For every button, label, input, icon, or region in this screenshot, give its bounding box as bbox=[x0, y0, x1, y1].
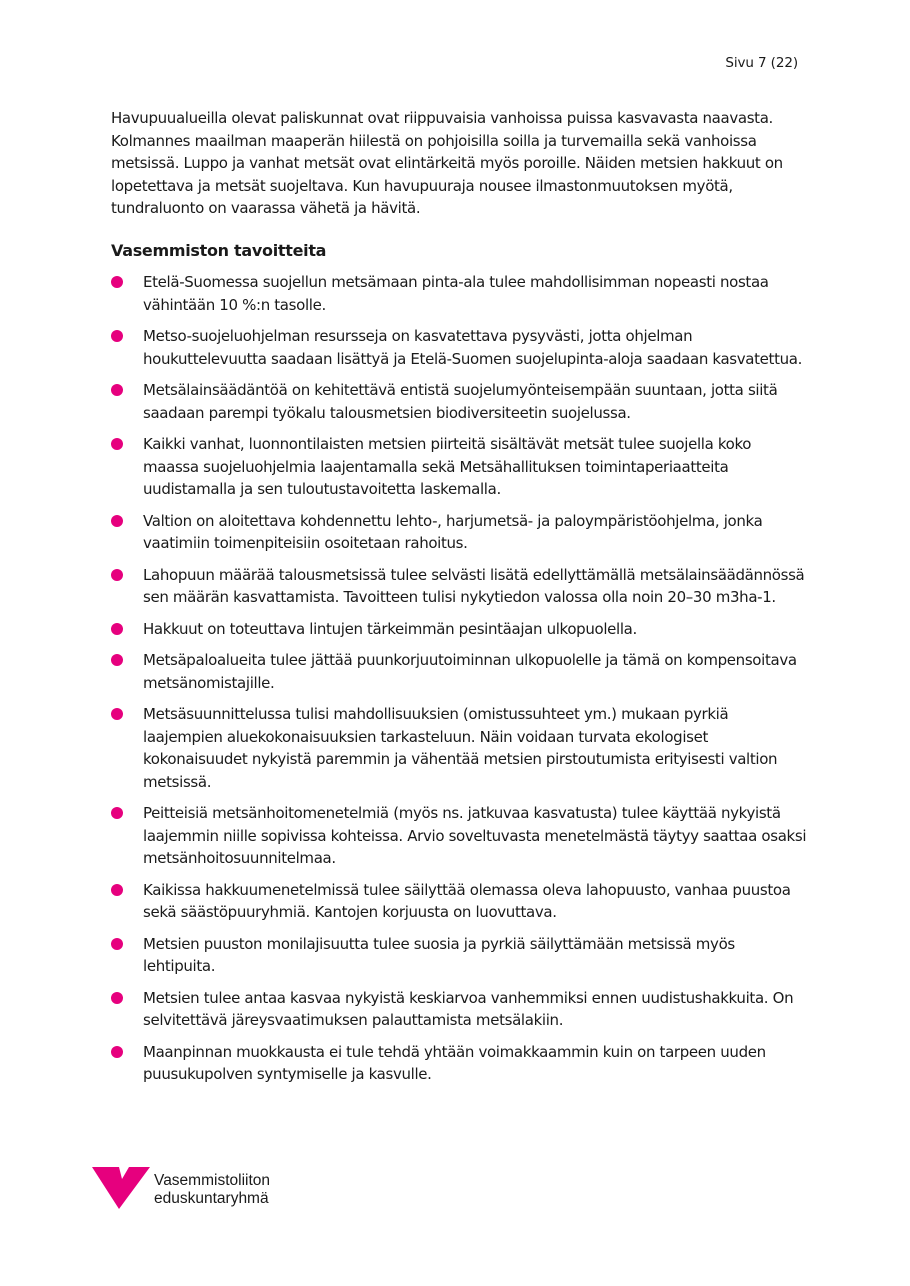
bullet-icon bbox=[111, 384, 123, 396]
bullet-icon bbox=[111, 276, 123, 288]
goal-text: Metsien tulee antaa kasvaa nykyistä keskiarvoa vanhemmiksi ennen uudistushakkuita. On selvitettävä järeysvaatimuksen palauttamista metsälakiin. bbox=[143, 988, 794, 1029]
section-heading: Vasemmiston tavoitteita bbox=[111, 241, 327, 260]
goal-text: Kaikissa hakkuumenetelmissä tulee säilyttää olemassa oleva lahopuusto, vanhaa puustoa sekä säästöpuuryhmiä. Kantojen korjuusta on luovuttava. bbox=[143, 880, 791, 921]
list-item bbox=[111, 1041, 811, 1086]
goal-text: Maanpinnan muokkausta ei tule tehdä yhtään voimakkaammin kuin on tarpeen uuden puusukupolven syntymiselle ja kasvulle. bbox=[143, 1042, 766, 1083]
org-name-line2: eduskuntaryhmä bbox=[154, 1190, 269, 1207]
bullet-icon bbox=[111, 1046, 123, 1058]
goal-text: Hakkuut on toteuttava lintujen tärkeimmän pesintäajan ulkopuolella. bbox=[143, 619, 637, 638]
page-number: Sivu 7 (22) bbox=[725, 55, 798, 71]
list-item bbox=[111, 703, 811, 793]
goal-text: Etelä-Suomessa suojellun metsämaan pinta-ala tulee mahdollisimman nopeasti nostaa vähintään 10 %:n tasolle. bbox=[143, 273, 769, 314]
bullet-icon bbox=[111, 330, 123, 342]
bullet-icon bbox=[111, 992, 123, 1004]
bullet-icon bbox=[111, 623, 123, 635]
list-item bbox=[111, 271, 811, 316]
org-name-line1: Vasemmistoliiton bbox=[154, 1172, 271, 1189]
goal-text: Metsäpaloalueita tulee jättää puunkorjuutoiminnan ulkopuolelle ja tämä on kompensoitava metsänomistajille. bbox=[143, 651, 797, 692]
footer-logo bbox=[92, 1167, 270, 1209]
bullet-icon bbox=[111, 807, 123, 819]
bullet-icon bbox=[111, 569, 123, 581]
list-item bbox=[111, 433, 811, 501]
organization-name bbox=[154, 1172, 270, 1208]
goal-text: Metso-suojeluohjelman resursseja on kasvatettava pysyvästi, jotta ohjelman houkuttelevuutta saadaan lisättyä ja Etelä-Suomen suojelupinta-aloja saadaan kasvatettua. bbox=[143, 327, 803, 368]
bullet-icon bbox=[111, 884, 123, 896]
list-item bbox=[111, 325, 811, 370]
goals-list bbox=[111, 271, 811, 1095]
list-item bbox=[111, 510, 811, 555]
bullet-icon bbox=[111, 515, 123, 527]
list-item bbox=[111, 802, 811, 870]
goal-text: Kaikki vanhat, luonnontilaisten metsien piirteitä sisältävät metsät tulee suojella koko maassa suojeluohjelmia laajentamalla sekä Metsähallituksen toimintaperiaatteita uudistamalla ja sen tuloutustavoitetta laskemalla. bbox=[143, 435, 752, 498]
list-item bbox=[111, 564, 811, 609]
goal-text: Metsäsuunnittelussa tulisi mahdollisuuksien (omistussuhteet ym.) mukaan pyrkiä laajempien aluekokonaisuuksien tarkasteluun. Näin voidaan turvata ekologiset kokonaisuudet nykyistä paremmin ja vähentää metsien pirstoutumista erityisesti valtion metsissä. bbox=[143, 705, 778, 791]
bullet-icon bbox=[111, 438, 123, 450]
goal-text: Lahopuun määrää talousmetsissä tulee selvästi lisätä edellyttämällä metsälainsäädännössä sen määrän kasvattamista. Tavoitteen tulisi nykytiedon valossa olla noin 20–30 m3ha-1. bbox=[143, 565, 805, 606]
list-item bbox=[111, 933, 811, 978]
list-item bbox=[111, 649, 811, 694]
bullet-icon bbox=[111, 654, 123, 666]
goal-text: Valtion on aloitettava kohdennettu lehto-, harjumetsä- ja paloympäristöohjelma, jonka vaatimiin toimenpiteisiin osoitetaan rahoitus. bbox=[143, 511, 763, 552]
goal-text: Peitteisiä metsänhoitomenetelmiä (myös ns. jatkuvaa kasvatusta) tulee käyttää nykyistä laajemmin niille sopivissa kohteissa. Arvio soveltuvasta menetelmästä täytyy saattaa osaksi metsänhoitosuunnitelmaa. bbox=[143, 804, 807, 867]
v-logo-icon bbox=[92, 1167, 150, 1209]
bullet-icon bbox=[111, 708, 123, 720]
bullet-icon bbox=[111, 938, 123, 950]
intro-paragraph: Havupuualueilla olevat paliskunnat ovat riippuvaisia vanhoissa puissa kasvavasta naavasta. Kolmannes maailman maaperän hiilestä on pohjoisilla soilla ja turvemailla sekä vanhoissa metsissä. Luppo ja vanhat metsät ovat elintärkeitä myös poroille. Näiden metsien hakkuut on lopetettava ja metsät suojeltava. Kun havupuuraja nousee ilmastonmuutoksen myötä, tundraluonto on vaarassa vähetä ja hävitä. bbox=[111, 109, 783, 217]
list-item bbox=[111, 987, 811, 1032]
list-item bbox=[111, 879, 811, 924]
list-item bbox=[111, 379, 811, 424]
list-item bbox=[111, 618, 811, 641]
goal-text: Metsälainsäädäntöä on kehitettävä entistä suojelumyönteisempään suuntaan, jotta siitä saadaan parempi työkalu talousmetsien biodiversiteetin suojelussa. bbox=[143, 381, 778, 422]
goal-text: Metsien puuston monilajisuutta tulee suosia ja pyrkiä säilyttämään metsissä myös lehtipuita. bbox=[143, 934, 735, 975]
